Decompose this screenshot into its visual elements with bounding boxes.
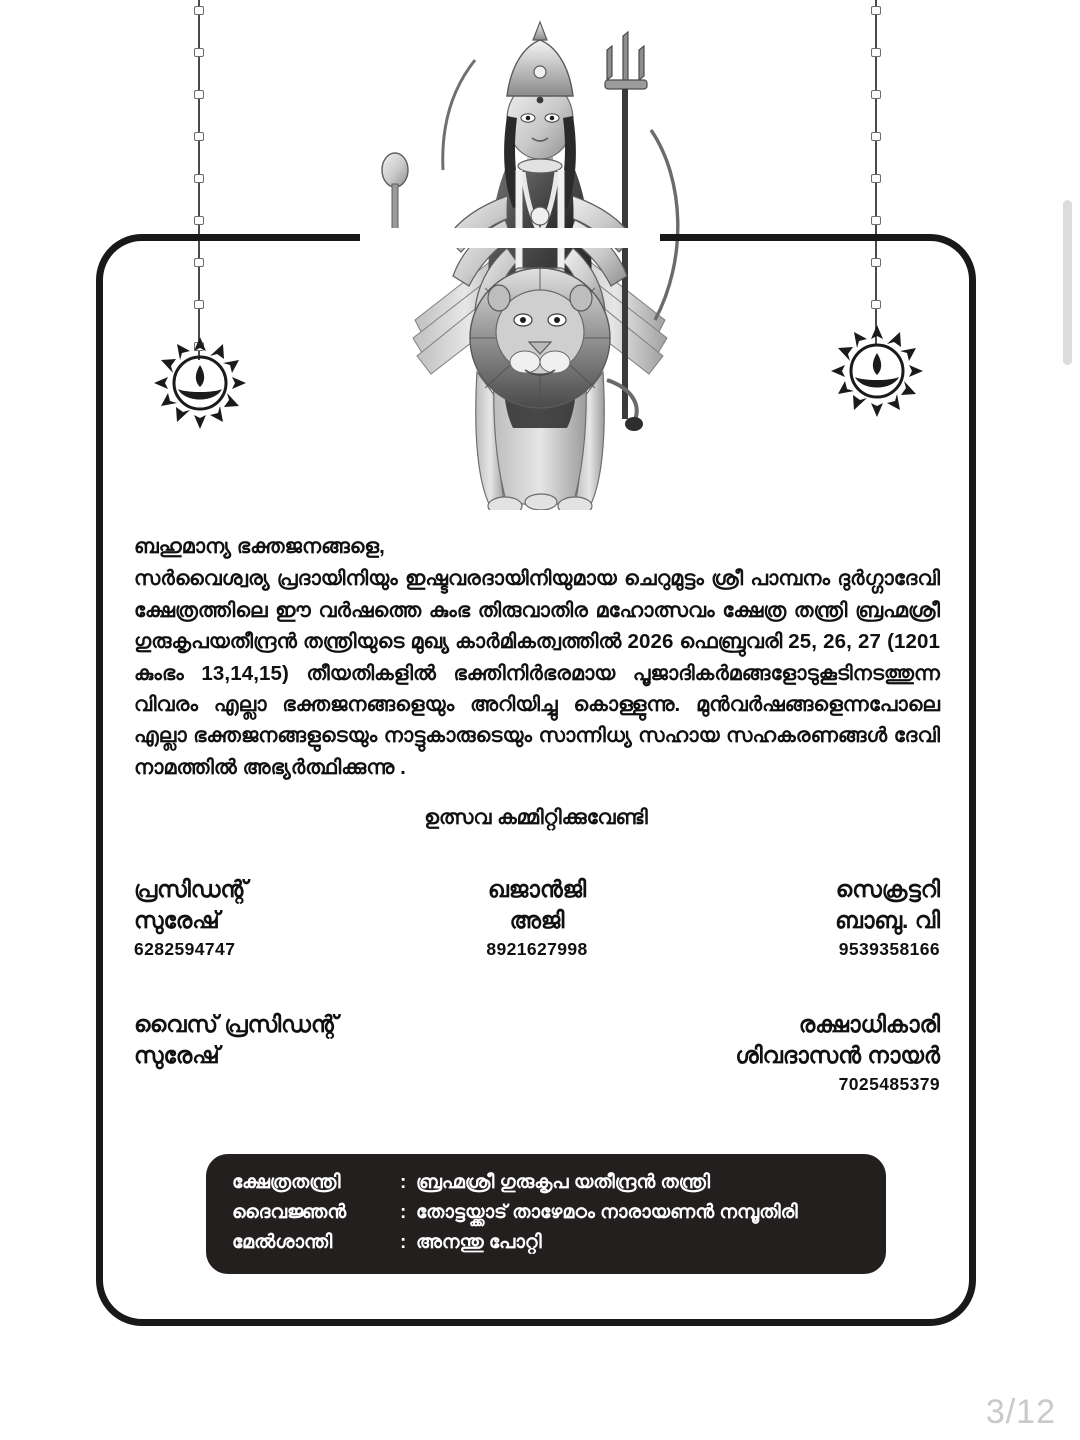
official-name: ശിവദാസൻ നായർ (735, 1042, 940, 1068)
official-treasurer (403, 874, 672, 962)
official-name: സുരേഷ് (134, 907, 220, 933)
page-indicator: 3/12 (985, 1393, 1056, 1431)
chain-bead (871, 216, 881, 225)
committee-signoff: ഉത്സവ കമ്മിറ്റിക്കുവേണ്ടി (424, 806, 648, 829)
chain-bead (871, 132, 881, 141)
chain-bead (871, 6, 881, 15)
chain-bead (871, 90, 881, 99)
official-phone: 8921627998 (486, 939, 588, 959)
priest-value: ബ്രഹ്മശ്രീ ഗുരുകൃപ യതീന്ദ്രൻ തന്ത്രി (416, 1172, 710, 1193)
official-secretary (671, 874, 940, 962)
priest-colon: : (400, 1172, 407, 1193)
official-president (134, 874, 403, 962)
priest-row-temple-tantri (232, 1168, 860, 1198)
official-phone: 7025485379 (838, 1074, 940, 1094)
official-phone: 9539358166 (838, 939, 941, 959)
official-role: പ്രസിഡന്റ് (134, 876, 248, 902)
official-name: ബാബു. വി (835, 907, 941, 933)
official-role: വൈസ് പ്രസിഡന്റ് (134, 1011, 338, 1037)
priest-row-melsanthi (232, 1228, 860, 1258)
priest-row-astrologer (232, 1198, 860, 1228)
priest-details-panel (206, 1154, 886, 1274)
official-name: അജി (509, 907, 565, 933)
officials-row-secondary (134, 1009, 940, 1097)
chain-bead (194, 216, 204, 225)
chain-bead (194, 48, 204, 57)
priest-label: ദൈവജ്ഞൻ (232, 1202, 347, 1223)
official-role: ഖജാൻജി (487, 876, 587, 902)
invitation-content (96, 234, 976, 1326)
chain-bead (194, 174, 204, 183)
official-vice-president (134, 1009, 537, 1097)
priest-label: ക്ഷേത്രതന്ത്രി (232, 1172, 341, 1193)
official-patron (537, 1009, 940, 1097)
priest-colon: : (400, 1232, 407, 1253)
chain-bead (871, 48, 881, 57)
letter-paragraph: സർവൈശ്വര്യ പ്രദായിനിയും ഇഷ്ടവരദായിനിയുമായ ചെറുമുട്ടം ശ്രീ പാമ്പനം ദുർഗ്ഗാദേവി ക്ഷേത്രത്തിലെ ഈ വർഷത്തെ കുംഭ തിരുവാതിര മഹോത്സവം ക്ഷേത്ര തന്ത്രി ബ്രഹ്മശ്രീ ഗുരുകൃപയതീന്ദ്രൻ തന്ത്രിയുടെ മുഖ്യ കാർമികത്വത്തിൽ 2026 ഫെബ്രുവരി 25, 26, 27 (1201 കുംഭം 13,14,15) തീയതികളിൽ ഭക്തിനിർഭരമായ പൂജാദികർമങ്ങളോടുകൂടിനടത്തുന്ന വിവരം എല്ലാ ഭക്തജനങ്ങളെയും അറിയിച്ചു കൊള്ളുന്നു. മുൻവർഷങ്ങളെന്നപോലെ എല്ലാ ഭക്തജനങ്ങളുടെയും നാട്ടുകാരുടെയും സാന്നിധ്യ സഹായ സഹകരണങ്ങൾ ദേവി നാമത്തിൽ അഭ്യർത്ഥിക്കുന്നു . (134, 567, 940, 779)
priest-value: തോട്ടയ്ക്കാട് താഴേമഠം നാരായണൻ നമ്പൂതിരി (416, 1202, 798, 1223)
chain-bead (194, 90, 204, 99)
official-phone: 6282594747 (134, 939, 236, 959)
official-role: രക്ഷാധികാരി (798, 1011, 940, 1037)
official-name: സുരേഷ് (134, 1042, 220, 1068)
letter-body (134, 531, 940, 783)
official-role: സെക്രട്ടറി (835, 876, 941, 902)
scrollbar-thumb[interactable] (1063, 200, 1072, 365)
letter-salutation: ബഹുമാന്യ ഭക്തജനങ്ങളെ, (134, 535, 385, 558)
priest-label: മേൽശാന്തി (232, 1232, 333, 1253)
priest-colon: : (400, 1202, 407, 1223)
priest-value: അനന്തു പോറ്റി (416, 1232, 542, 1253)
chain-bead (194, 132, 204, 141)
chain-bead (871, 174, 881, 183)
officials-row-primary (134, 874, 940, 962)
chain-bead (194, 6, 204, 15)
